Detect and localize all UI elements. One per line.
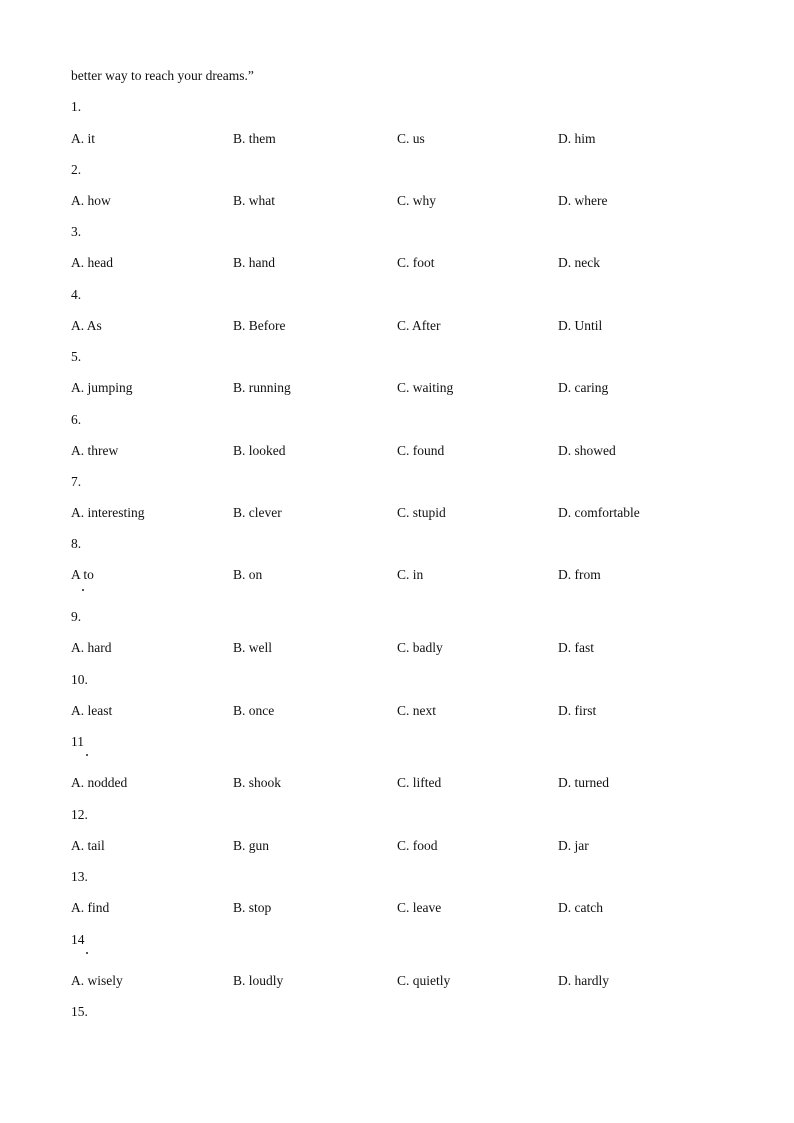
option-c: C. foot [397,255,435,270]
question-number: 3. [71,224,82,239]
question-number: 9. [71,609,82,624]
option-c: C. waiting [397,380,454,395]
option-a: A. interesting [71,505,145,520]
option-b: B. shook [233,775,282,790]
stray-dot [86,952,88,954]
option-c: C. leave [397,900,442,915]
option-b: B. looked [233,443,286,458]
option-d: D. turned [558,775,609,790]
option-a: A. threw [71,443,119,458]
option-c: C. next [397,703,436,718]
option-b: B. gun [233,838,270,853]
intro-text: better way to reach your dreams.” [71,68,254,83]
option-c: C. us [397,131,425,146]
option-b: B. them [233,131,276,146]
option-a: A. jumping [71,380,133,395]
question-number: 13. [71,869,88,884]
option-a: A. hard [71,640,112,655]
option-b: B. Before [233,318,286,333]
option-d: D. caring [558,380,609,395]
option-b: B. what [233,193,275,208]
option-d: D. Until [558,318,603,333]
option-d: D. fast [558,640,594,655]
option-c: C. badly [397,640,443,655]
question-number: 15. [71,1004,88,1019]
option-a: A to [71,567,94,582]
option-c: C. why [397,193,437,208]
option-a: A. wisely [71,973,123,988]
option-a: A. nodded [71,775,128,790]
option-d: D. first [558,703,597,718]
option-c: C. food [397,838,438,853]
question-number: 1. [71,99,82,114]
option-d: D. jar [558,838,589,853]
option-c: C. found [397,443,445,458]
stray-dot [82,589,84,591]
option-d: D. neck [558,255,600,270]
option-b: B. on [233,567,263,582]
option-b: B. running [233,380,291,395]
question-number: 14 [71,932,85,947]
option-c: C. in [397,567,424,582]
option-a: A. least [71,703,113,718]
question-number: 5. [71,349,82,364]
question-number: 6. [71,412,82,427]
question-number: 11 [71,734,84,749]
question-number: 8. [71,536,82,551]
option-d: D. hardly [558,973,609,988]
option-a: A. As [71,318,102,333]
option-d: D. showed [558,443,616,458]
option-a: A. how [71,193,111,208]
question-number: 10. [71,672,88,687]
option-a: A. find [71,900,110,915]
option-c: C. lifted [397,775,442,790]
option-a: A. head [71,255,113,270]
option-b: B. clever [233,505,282,520]
option-b: B. once [233,703,275,718]
stray-dot [86,754,88,756]
option-c: C. stupid [397,505,446,520]
question-number: 12. [71,807,88,822]
option-b: B. stop [233,900,272,915]
option-d: D. him [558,131,596,146]
option-b: B. loudly [233,973,284,988]
question-number: 2. [71,162,82,177]
option-c: C. quietly [397,973,451,988]
question-number: 7. [71,474,82,489]
option-d: D. where [558,193,608,208]
option-b: B. well [233,640,272,655]
option-d: D. from [558,567,601,582]
option-b: B. hand [233,255,275,270]
option-d: D. catch [558,900,603,915]
option-a: A. it [71,131,96,146]
option-c: C. After [397,318,441,333]
question-number: 4. [71,287,82,302]
option-d: D. comfortable [558,505,640,520]
option-a: A. tail [71,838,105,853]
